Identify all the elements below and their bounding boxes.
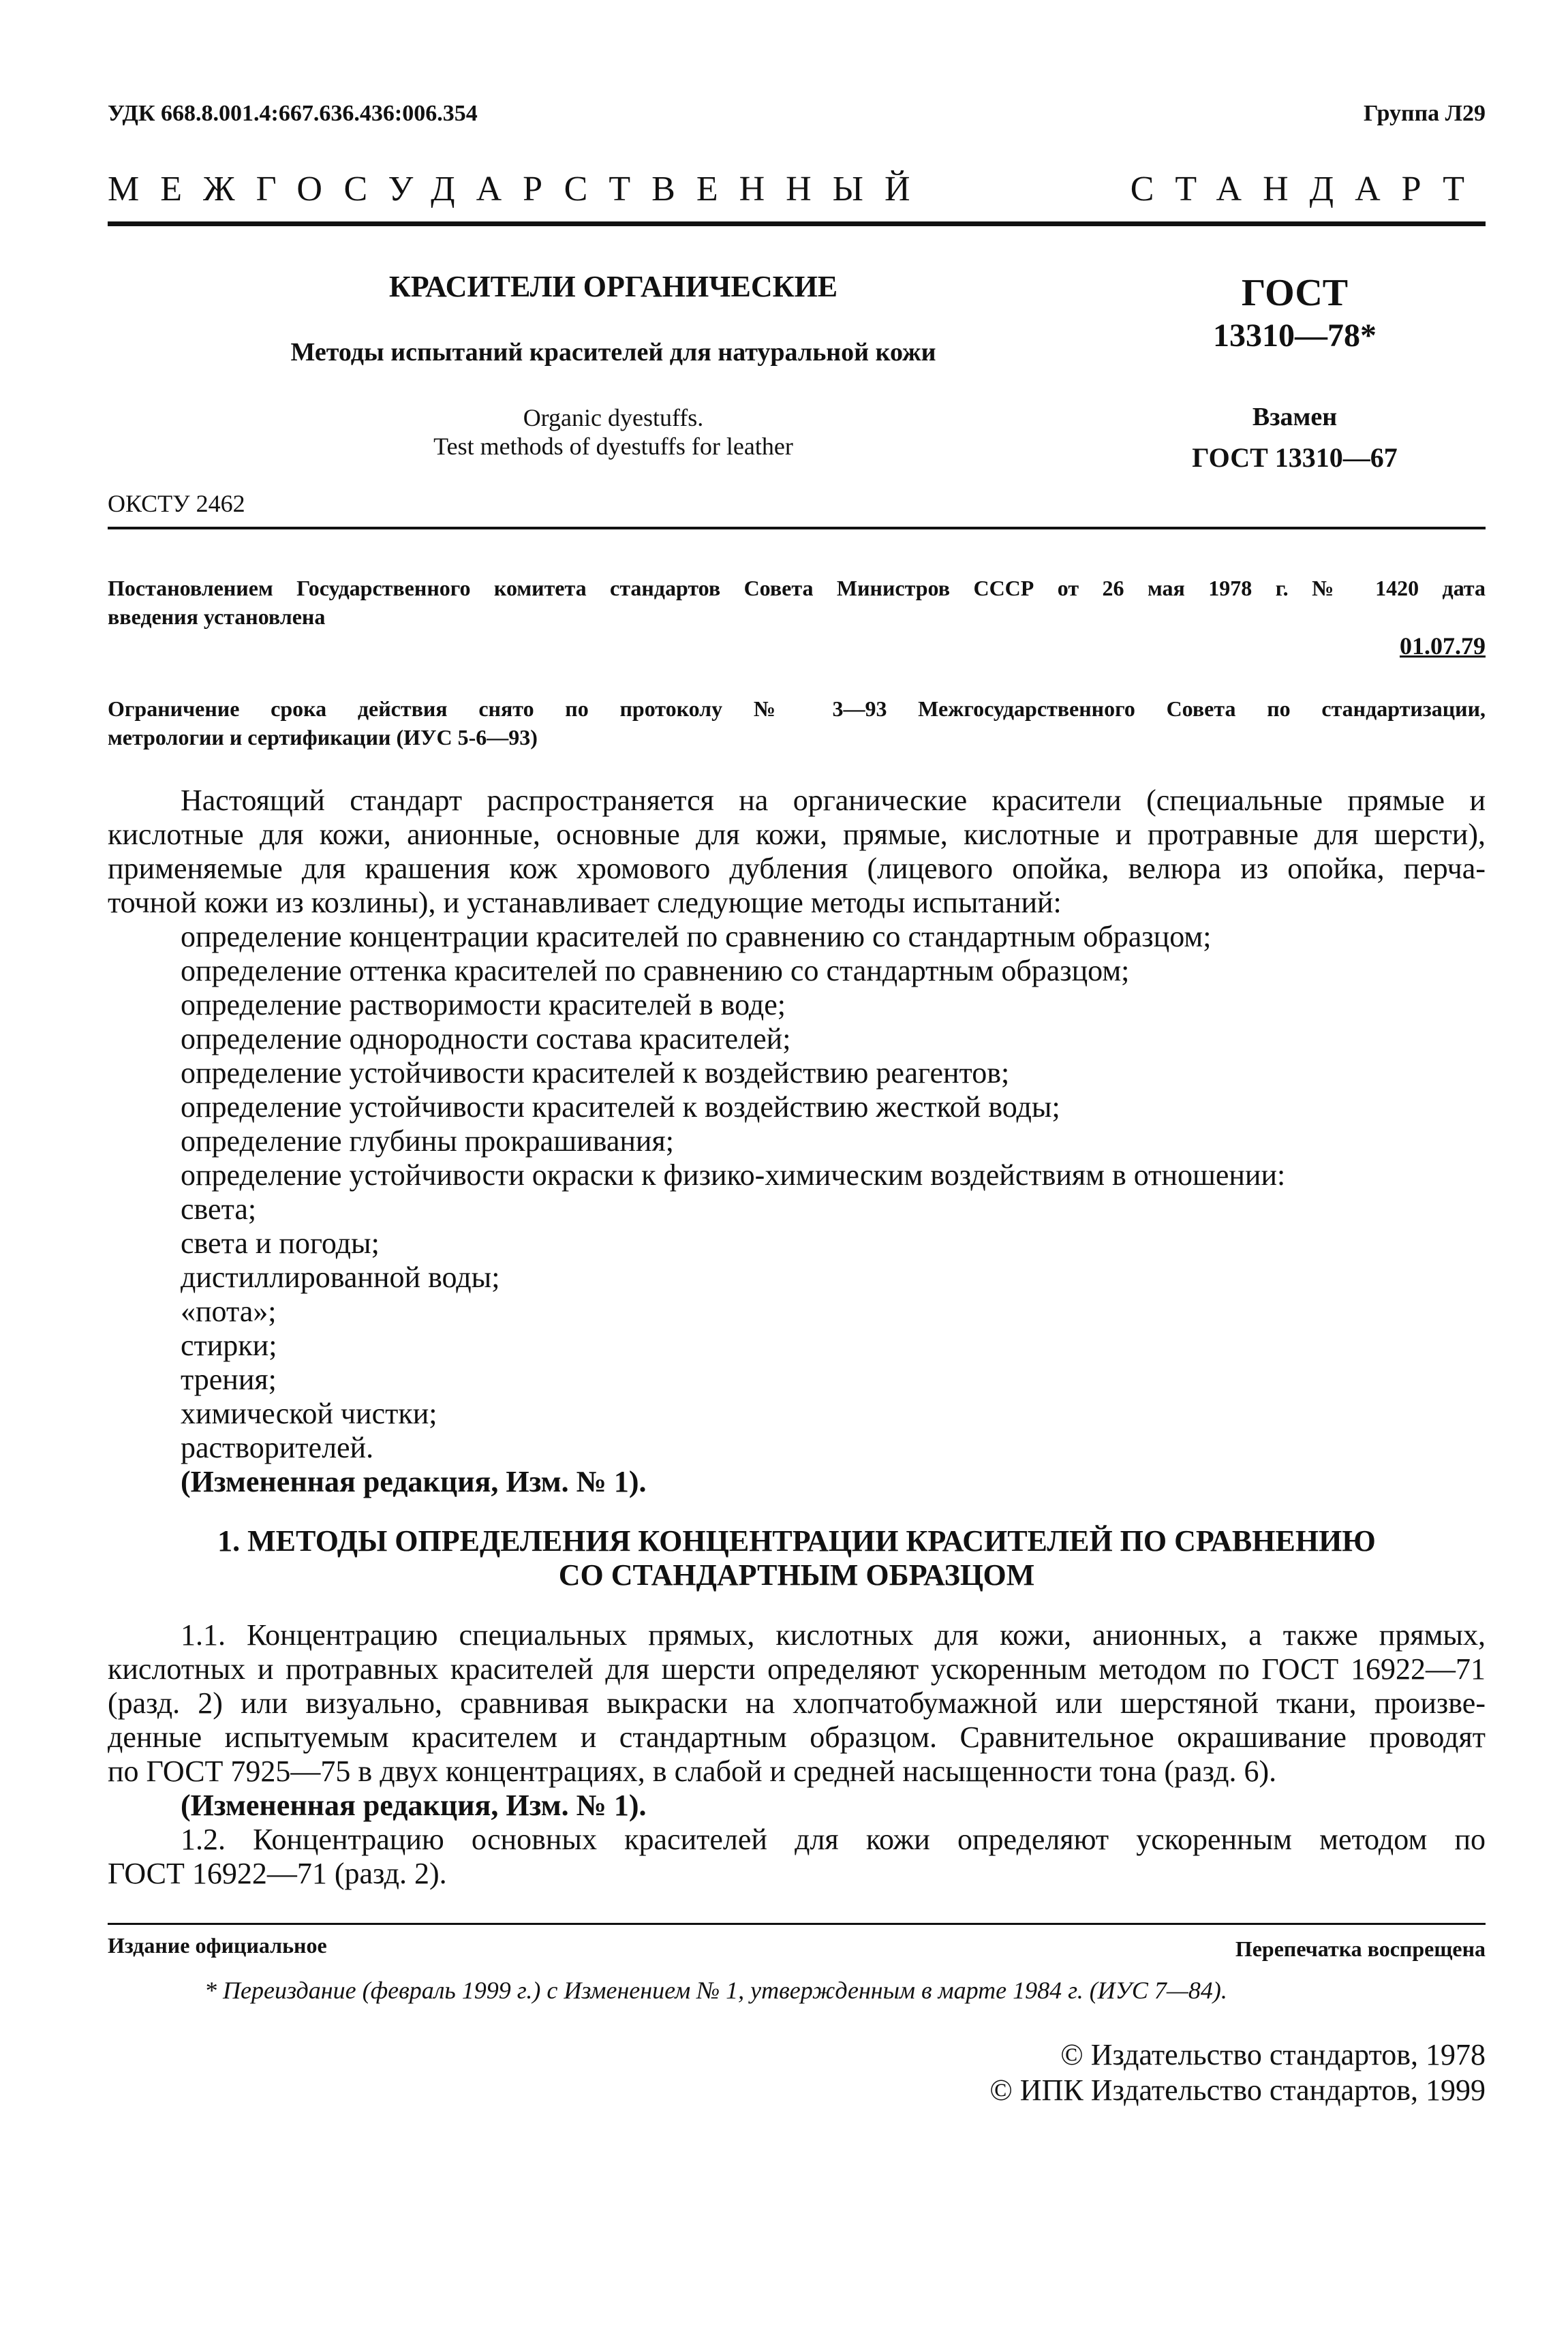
list-item: определение глубины прокрашивания; bbox=[181, 1124, 674, 1158]
footer-rule bbox=[108, 1923, 1486, 1925]
section1-heading-line2: СО СТАНДАРТНЫМ ОБРАЗЦОМ bbox=[558, 1558, 1035, 1592]
okstu-code: ОКСТУ 2462 bbox=[108, 490, 245, 517]
standard-type: МЕЖГОСУДАРСТВЕННЫЙ СТАНДАРТ bbox=[108, 170, 1486, 209]
replaces-label: Взамен bbox=[1252, 403, 1338, 431]
copyright-1999: © ИПК Издательство стандартов, 1999 bbox=[989, 2073, 1486, 2107]
udk-code: УДК 668.8.001.4:667.636.436:006.354 bbox=[108, 101, 478, 126]
p12-line-2: ГОСТ 16922—71 (разд. 2). bbox=[108, 1857, 447, 1890]
intro-amendment: (Измененная редакция, Изм. № 1). bbox=[181, 1465, 647, 1498]
copyright-1978: © Издательство стандартов, 1978 bbox=[1060, 2038, 1486, 2071]
p12-line-1: 1.2. Концентрацию основных красителей для кожи определяют ускоренным методом по bbox=[181, 1823, 1486, 1856]
list-item: химической чистки; bbox=[181, 1397, 437, 1430]
list-item: света и погоды; bbox=[181, 1226, 380, 1260]
list-item: определение устойчивости красителей к воздействию реагентов; bbox=[181, 1056, 1010, 1090]
p11-line-1: 1.1. Концентрацию специальных прямых, кислотных для кожи, анионных, а также прямых, bbox=[181, 1618, 1486, 1652]
p11-amendment: (Измененная редакция, Изм. № 1). bbox=[181, 1789, 647, 1822]
list-item: определение растворимости красителей в воде; bbox=[181, 988, 786, 1021]
reissue-note: * Переиздание (февраль 1999 г.) с Изменением № 1, утвержденным в марте 1984 г. (ИУС 7—84). bbox=[204, 1977, 1227, 2004]
p11-line-5: по ГОСТ 7925—75 в двух концентрациях, в слабой и средней насыщенности тона (разд. 6). bbox=[108, 1755, 1277, 1788]
english-title-line2: Test methods of dyestuffs for leather bbox=[433, 433, 793, 460]
decree-line1: Постановлением Государственного комитета стандартов Совета Министров СССР от 26 мая 1978 г. № 1420 дата bbox=[108, 576, 1486, 600]
list-item: определение концентрации красителей по сравнению со стандартным образцом; bbox=[181, 920, 1212, 953]
gost-number: 13310—78* bbox=[1213, 318, 1377, 354]
list-item: определение оттенка красителей по сравнению со стандартным образцом; bbox=[181, 954, 1130, 987]
list-item: дистиллированной воды; bbox=[181, 1261, 500, 1294]
list-item: определение однородности состава красителей; bbox=[181, 1022, 791, 1055]
p11-line-3: (разд. 2) или визуально, сравнивая выкраски на хлопчатобумажной или шерстяной ткани, произве- bbox=[108, 1686, 1486, 1720]
decree-line2: введения установлена bbox=[108, 604, 326, 629]
intro-line-1: Настоящий стандарт распространяется на органические красители (специальные прямые и bbox=[181, 784, 1486, 817]
document-title: КРАСИТЕЛИ ОРГАНИЧЕСКИЕ bbox=[388, 270, 838, 303]
p11-line-4: денные испытуемым красителем и стандартным образцом. Сравнительное окрашивание проводят bbox=[108, 1720, 1486, 1754]
reprint-prohibited: Перепечатка воспрещена bbox=[1235, 1936, 1486, 1961]
official-edition: Издание официальное bbox=[108, 1933, 327, 1958]
list-item: определение устойчивости красителей к воздействию жесткой воды; bbox=[181, 1090, 1060, 1124]
list-item: «пота»; bbox=[181, 1295, 277, 1328]
intro-line-4: точной кожи из козлины), и устанавливает следующие методы испытаний: bbox=[108, 886, 1062, 919]
list-item: света; bbox=[181, 1192, 257, 1226]
list-item: стирки; bbox=[181, 1329, 277, 1362]
group-code: Группа Л29 bbox=[1364, 101, 1486, 126]
intro-line-3: применяемые для крашения кож хромового дубления (лицевого опойка, велюра из опойка, перча- bbox=[108, 852, 1486, 885]
title-rule bbox=[108, 527, 1486, 529]
list-item: растворителей. bbox=[181, 1431, 374, 1464]
gost-label: ГОСТ bbox=[1241, 272, 1349, 314]
list-item: трения; bbox=[181, 1363, 277, 1396]
section1-heading-line1: 1. МЕТОДЫ ОПРЕДЕЛЕНИЯ КОНЦЕНТРАЦИИ КРАСИТЕЛЕЙ ПО СРАВНЕНИЮ bbox=[217, 1524, 1376, 1558]
list-item: определение устойчивости окраски к физико-химическим воздействиям в отношении: bbox=[181, 1158, 1286, 1192]
replaces-number: ГОСТ 13310—67 bbox=[1192, 442, 1398, 473]
p11-line-2: кислотных и протравных красителей для шерсти определяют ускоренным методом по ГОСТ 16922—71 bbox=[108, 1652, 1486, 1686]
english-title-line1: Organic dyestuffs. bbox=[523, 404, 704, 431]
introduction-date: 01.07.79 bbox=[1400, 632, 1486, 660]
header-rule bbox=[108, 221, 1486, 226]
limit-line1: Ограничение срока действия снято по протоколу № 3—93 Межгосударственного Совета по стандартизации, bbox=[108, 696, 1486, 721]
document-subtitle: Методы испытаний красителей для натуральной кожи bbox=[290, 338, 936, 367]
intro-line-2: кислотные для кожи, анионные, основные для кожи, прямые, кислотные и протравные для шерсти), bbox=[108, 818, 1486, 851]
limit-line2: метрологии и сертификации (ИУС 5-6—93) bbox=[108, 725, 538, 750]
